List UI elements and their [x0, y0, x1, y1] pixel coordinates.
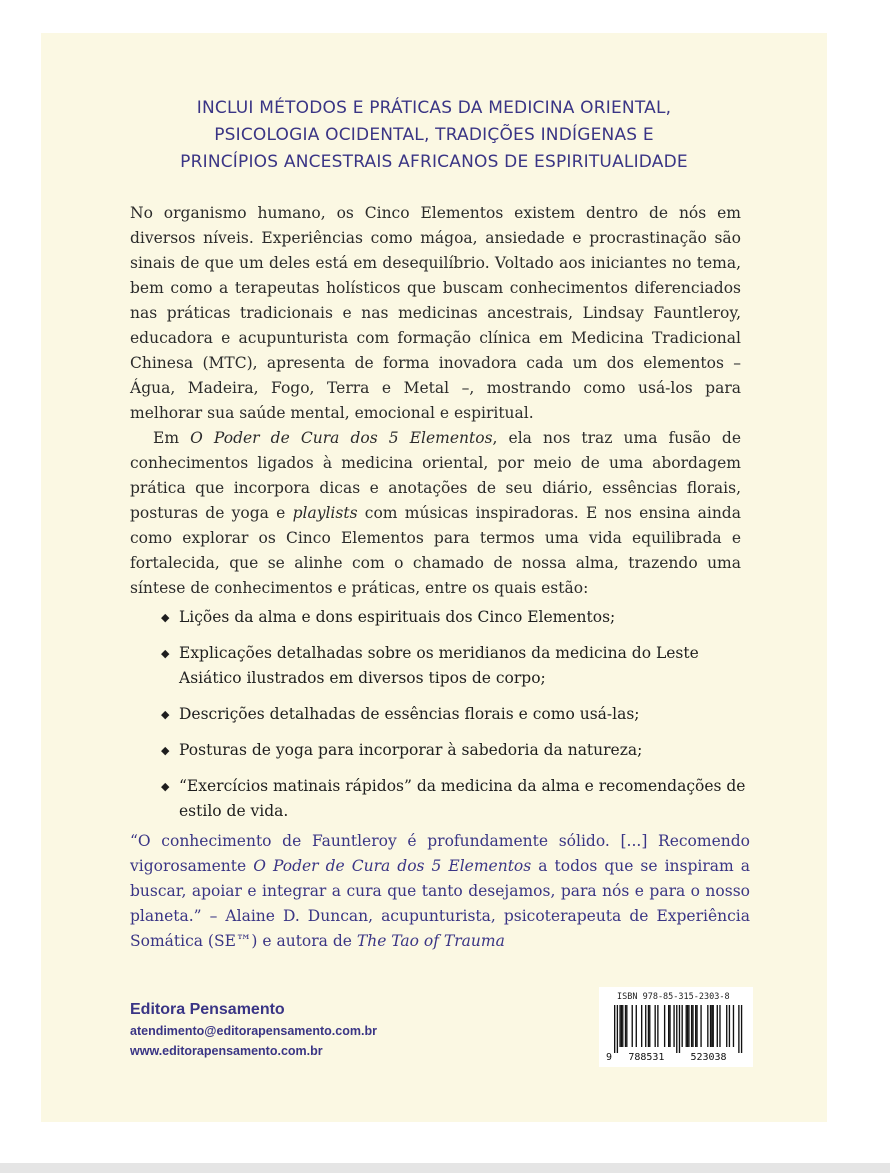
- barcode-bar: [688, 1005, 689, 1047]
- barcode-bar: [700, 1005, 701, 1047]
- barcode-bar: [641, 1005, 642, 1047]
- synopsis: [130, 201, 741, 601]
- diamond-bullet-icon: ◆: [161, 708, 170, 721]
- synopsis-paragraph-2: [130, 426, 741, 601]
- barcode-bar: [696, 1005, 697, 1047]
- playlists-term: playlists: [292, 504, 358, 522]
- barcode-bar: [729, 1005, 730, 1047]
- barcode-bar: [738, 1005, 739, 1053]
- endorsement-quote: [130, 829, 750, 954]
- barcode-bar: [676, 1005, 677, 1053]
- barcode-bar: [622, 1005, 623, 1047]
- barcode-bar: [692, 1005, 693, 1047]
- barcode-bar: [657, 1005, 658, 1047]
- publisher-email: atendimento@editorapensamento.com.br: [130, 1024, 377, 1038]
- barcode-bar: [668, 1005, 669, 1047]
- list-item: [159, 605, 749, 630]
- barcode-bar: [717, 1005, 718, 1047]
- diamond-bullet-icon: ◆: [161, 744, 170, 757]
- barcode-bar: [664, 1005, 665, 1047]
- barcode-bar: [726, 1005, 727, 1047]
- book-title: O Poder de Cura dos 5 Elementos: [190, 429, 493, 447]
- referenced-book-title: The Tao of Trauma: [356, 932, 505, 950]
- barcode-bar: [711, 1005, 712, 1047]
- isbn-barcode: [599, 987, 753, 1067]
- barcode-bar: [617, 1005, 618, 1053]
- barcode-bar: [645, 1005, 646, 1047]
- list-item-text: Lições da alma e dons espirituais dos Cinco Elementos;: [179, 608, 616, 626]
- list-item: [159, 774, 749, 824]
- barcode-bar: [614, 1005, 615, 1053]
- diamond-bullet-icon: ◆: [161, 780, 170, 793]
- list-item-text: “Exercícios matinais rápidos” da medicina da alma e recomendações de estilo de vida.: [179, 777, 746, 820]
- book-back-cover: [41, 33, 827, 1122]
- barcode-digits: 523038: [690, 1052, 727, 1063]
- isbn-label: ISBN 978-85-315-2303-8: [617, 992, 730, 1002]
- list-item-text: Explicações detalhadas sobre os meridianos da medicina do Leste Asiático ilustrados em diversos tipos de corpo;: [179, 644, 699, 687]
- page-bottom-edge: [0, 1163, 890, 1173]
- barcode-digits: 788531: [628, 1052, 665, 1063]
- barcode-bar: [649, 1005, 650, 1047]
- headline-line: PRINCÍPIOS ANCESTRAIS AFRICANOS DE ESPIRITUALIDADE: [180, 152, 688, 172]
- barcode-bar: [707, 1005, 708, 1047]
- barcode-bar: [621, 1005, 622, 1047]
- quote-text: “O conhecimento de Fauntleroy é profundamente sólido. [...] Recomendo vigorosamente: [130, 832, 750, 875]
- publisher-name: Editora Pensamento: [130, 1001, 285, 1018]
- barcode-bar: [679, 1005, 680, 1053]
- barcode-bar: [719, 1005, 720, 1047]
- publisher-info: [130, 999, 377, 1061]
- list-item-text: Descrições detalhadas de essências florais e como usá-las;: [179, 705, 640, 723]
- barcode-bar: [636, 1005, 637, 1047]
- text-span: com músicas inspiradoras. E nos ensina ainda como explorar os Cinco Elementos para termos uma vida equilibrada e fortalecida, que se alinhe com o chamado de nossa alma, trazendo uma síntese de conhecimentos e práticas, entre os quais estão:: [130, 504, 741, 597]
- feature-list: [159, 605, 749, 835]
- barcode-bar: [626, 1005, 627, 1047]
- barcode-bar: [682, 1005, 683, 1047]
- text-span: Em: [153, 429, 191, 447]
- diamond-bullet-icon: ◆: [161, 647, 170, 660]
- barcode-bar: [673, 1005, 674, 1047]
- diamond-bullet-icon: ◆: [161, 611, 170, 624]
- barcode-bar: [741, 1005, 742, 1053]
- cover-headline: [41, 95, 827, 176]
- quote-text: a todos que se inspiram a buscar, apoiar e integrar a cura que tanto desejamos, para nós e para o nosso planeta.” – Alaine D. Duncan, acupunturista, psicoterapeuta de Experiência Somática (SE™) e autora de: [130, 857, 750, 950]
- list-item: [159, 702, 749, 727]
- book-title: O Poder de Cura dos 5 Elementos: [253, 857, 532, 875]
- synopsis-paragraph-1: No organismo humano, os Cinco Elementos existem dentro de nós em diversos níveis. Experiências como mágoa, ansiedade e procrastinação são sinais de que um deles está em desequilíbrio. Voltado aos iniciantes no tema, bem como a terapeutas holísticos que buscam conhecimentos diferenciados nas práticas tradicionais e nas medicinas ancestrais, Lindsay Fauntleroy, educadora e acupunturista com formação clínica em Medicina Tradicional Chinesa (MTC), apresenta de forma inovadora cada um dos elementos – Água, Madeira, Fogo, Terra e Metal –, mostrando como usá-los para melhorar sua saúde mental, emocional e espiritual.: [130, 204, 741, 422]
- list-item: [159, 641, 749, 691]
- barcode-bar: [687, 1005, 688, 1047]
- publisher-website: www.editorapensamento.com.br: [130, 1044, 323, 1058]
- barcode-bar: [625, 1005, 626, 1047]
- headline-line: PSICOLOGIA OCIDENTAL, TRADIÇÕES INDÍGENAS E: [214, 125, 654, 145]
- barcode-bar: [619, 1005, 620, 1047]
- barcode-bar: [733, 1005, 734, 1047]
- barcode-bar: [695, 1005, 696, 1047]
- list-item: [159, 738, 749, 763]
- barcode-bar: [686, 1005, 687, 1047]
- barcode-bar: [669, 1005, 670, 1047]
- list-item-text: Posturas de yoga para incorporar à sabedoria da natureza;: [179, 741, 643, 759]
- barcode-graphic: [605, 1005, 747, 1063]
- barcode-bar: [632, 1005, 633, 1047]
- barcode-bar: [713, 1005, 714, 1047]
- barcode-bar: [691, 1005, 692, 1047]
- barcode-bar: [655, 1005, 656, 1047]
- barcode-bar: [648, 1005, 649, 1047]
- barcode-digits: 9: [605, 1052, 613, 1063]
- headline-line: INCLUI MÉTODOS E PRÁTICAS DA MEDICINA ORIENTAL,: [196, 98, 672, 118]
- barcode-bar: [710, 1005, 711, 1047]
- text-span: , ela nos traz uma fusão de conhecimentos ligados à medicina oriental, por meio de uma abordagem prática que incorpora dicas e anotações de seu diário, essências florais, posturas de yoga e: [130, 429, 741, 522]
